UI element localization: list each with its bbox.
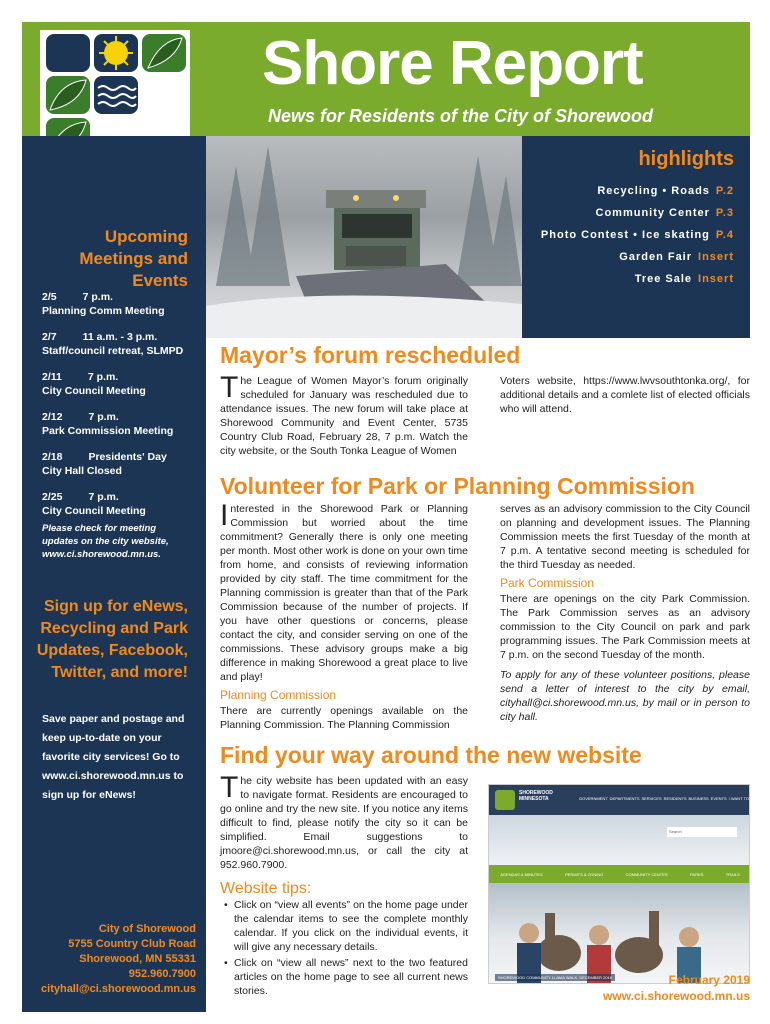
highlight-label: Photo Contest • Ice skating [540,229,710,241]
website-tile: TRAILS [725,871,740,877]
park-text: There are openings on the city Park Commission. The Park Commission serves as an advisory commission to the City Council on park and park programming issues. The Park Commission meets at 7 p.m. on the second Tuesday of the month. [500,593,750,661]
meeting-time: 7 p.m. [88,411,119,423]
website-tiles [489,865,750,883]
website-search: Search [667,827,737,837]
website-tile: PARKS [690,871,704,877]
website-banner [489,815,750,865]
tips-list [220,898,468,998]
list-item [42,450,202,478]
highlights-title: highlights [638,148,734,170]
dropcap: T [220,771,239,804]
meeting-event: Planning Comm Meeting [42,305,165,317]
website-logo-icon [495,790,515,810]
list-item [434,180,734,202]
website-tile: PERMITS & ZONING [565,871,604,877]
meeting-date: 2/18 [42,451,63,463]
mayor-col1 [220,371,468,458]
meeting-time: 7 p.m. [87,371,119,383]
list-item [42,370,202,398]
list-item [42,290,202,318]
planning-subhead: Planning Commission [220,688,337,702]
list-item [42,410,202,438]
newsletter-subtitle: News for Residents of the City of Shorewood [268,106,654,126]
website-link: I WANT TO [728,796,749,801]
website-screenshot [488,784,750,984]
meetings-list [42,290,202,530]
highlight-label: Tree Sale [634,273,693,285]
meeting-event: Staff/council retreat, SLMPD [42,345,184,357]
mayor-col2: Voters website, https://www.lwvsouthtonka.org/, for additional details and a comlete list of elected officials who will attend. [500,375,750,415]
newsletter-page [22,22,750,1012]
highlight-label: Garden Fair [619,251,693,263]
website-name-line1: SHOREWOOD [519,790,553,796]
dropcap: I [220,499,229,532]
website-link: BUSINESS [688,796,709,801]
city-phone: 952.960.7900 [128,968,196,980]
list-item [434,202,734,224]
website-tile: AGENDAS & MINUTES [500,871,543,877]
website-intro [220,771,468,872]
sidebar [22,136,206,1012]
highlights-list [434,180,734,290]
list-item [42,330,202,358]
website-link: EVENTS [710,796,727,801]
meeting-time: 7 p.m. [88,491,119,503]
signup-title: Sign up for eNews, Recycling and Park Updates, Facebook, Twitter, and more! [36,598,188,681]
website-links [579,796,749,801]
city-contact [21,922,196,997]
highlight-page: Insert [698,273,734,285]
website-tile: COMMUNITY CENTER [625,871,668,877]
planning-text: There are currently openings available on the Planning Commission. The Planning Commission [220,705,468,731]
apply-text: To apply for any of these volunteer positions, please send a letter of interest to the city by email, cityhall@ci.shorewood.mn.us, by mail or in person to city hall. [500,669,750,723]
meeting-event: City Council Meeting [42,385,146,397]
highlight-page: P.3 [715,207,734,219]
website-link: DEPARTMENTS [609,796,640,801]
signup-body: Save paper and postage and keep up-to-date on your favorite city services! Go to www.ci.shorewood.mn.us to sign up for eNews! [42,713,185,801]
upcoming-events-title: Upcoming Meetings and Events [79,227,188,290]
list-item [434,246,734,268]
city-email: cityhall@ci.shorewood.mn.us [41,983,196,995]
llama-illustration [489,883,750,984]
highlight-label: Community Center [595,207,710,219]
meeting-event: City Hall Closed [42,465,122,477]
highlight-page: P.2 [715,185,734,197]
meeting-time: 7 p.m. [82,291,113,303]
issue-date: February 2019 [668,973,750,987]
website-tips [220,898,468,1000]
list-item: • Click on “view all events” on the home page under the calendar items to see the complete monthly calendar. If you click on the individual events, it will give any necessary details. [220,898,468,954]
website-intro-text: he city website has been updated with an easy to navigate format. Residents are encouraged to go online and try the new site. If you notice any items difficult to find, please notify the city so it can be simplified. Email suggestions to jmoore@ci.shorewood.mn.us, or call the city at 952.960.7900. [220,775,468,871]
mayor-headline: Mayor’s forum rescheduled [220,342,521,368]
issue-footer [603,972,750,1004]
meeting-date: 2/7 [42,331,57,343]
meeting-time: Presidents' Day [88,451,167,463]
list-item: • Click on “view all news” next to the two featured articles on the home page to see all current news stories. [220,956,468,998]
highlights-box [522,136,750,338]
website-link: SERVICES [641,796,662,801]
mayor-text-1: he League of Women Mayor’s forum originally scheduled for January was rescheduled due to attendance issues. The new forum will take place at Shorewood Community and Event Center, 5735 Country Club Road, February 28, 7 p.m. Watch the city website, or the South Tonka League of Women [220,375,468,457]
meeting-event: City Council Meeting [42,505,146,517]
volunteer-col1 [220,499,468,732]
footer-url: www.ci.shorewood.mn.us [603,989,750,1003]
website-nav [489,785,750,815]
meeting-date: 2/5 [42,291,57,303]
list-item [434,224,734,246]
meeting-update-note: Please check for meeting updates on the city website, www.ci.shorewood.mn.us. [42,523,169,560]
dropcap: T [220,371,239,404]
volunteer-text-1: nterested in the Shorewood Park or Planning Commission but worried about the time commitment? Generally there is only one meeting per month. Most other work is done on your own time from home, and consists of reviewing information provided by city staff. The time commitment for the Planning commission is greater than that of the Park Commission because of the number of projects. If you have other questions or concerns, please contact the city, and consider serving on one of the commissions. These advisory groups make a big difference in making Shorewood a great place to live and play! [220,503,468,683]
meeting-event: Park Commission Meeting [42,425,174,437]
website-name [519,790,553,802]
website-headline: Find your way around the new website [220,742,642,768]
city-address: 5755 Country Club Road [68,938,196,950]
meeting-date: 2/25 [42,491,63,503]
website-tips-title: Website tips: [220,880,312,897]
meeting-date: 2/11 [42,371,62,383]
llama-photo [489,883,750,984]
website-link: RESIDENTS [663,796,687,801]
highlight-page: P.4 [715,229,734,241]
newsletter-title: Shore Report [262,29,643,98]
list-item [434,268,734,290]
meeting-date: 2/12 [42,411,63,423]
photo-caption: SHOREWOOD COMMUNITY LLAMA WALK, DECEMBER 2018 [495,974,615,981]
website-name-line2: MINNESOTA [519,796,549,802]
website-link: GOVERNMENT [579,796,608,801]
meeting-time: 11 a.m. - 3 p.m. [82,331,158,343]
highlight-label: Recycling • Roads [597,185,710,197]
volunteer-text-2: serves as an advisory commission to the City Council on planning and development issues. The Planning Commission meets the first Tuesday of the month at 7 p.m. A tentative second meeting is scheduled for the third Tuesday as needed. [500,503,750,571]
city-citystate: Shorewood, MN 55331 [79,953,196,965]
volunteer-col2 [500,502,750,724]
list-item [42,490,202,518]
city-name: City of Shorewood [98,923,196,935]
highlight-page: Insert [698,251,734,263]
volunteer-headline: Volunteer for Park or Planning Commission [220,473,695,499]
park-subhead: Park Commission [500,576,595,590]
